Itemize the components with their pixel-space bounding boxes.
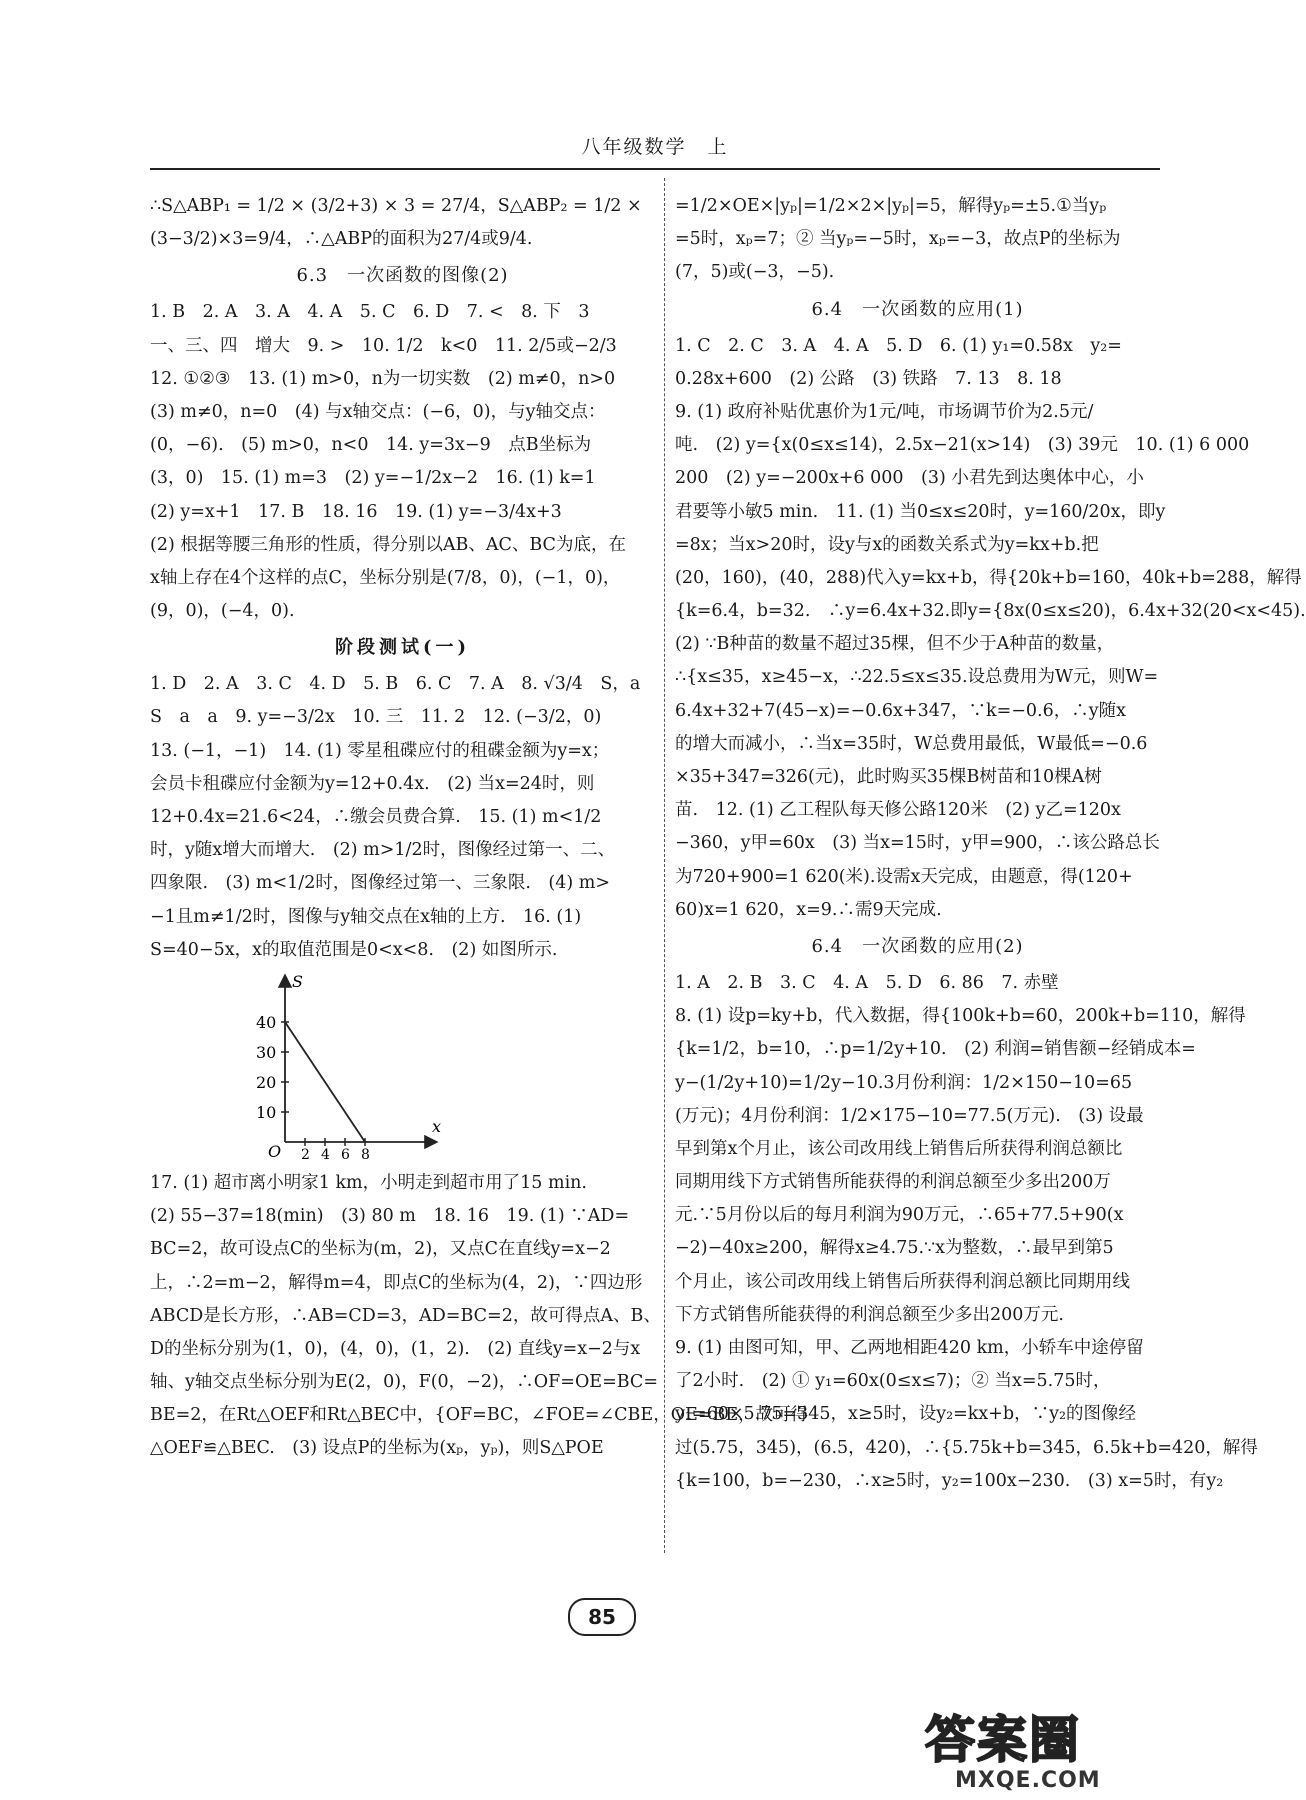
text-line: 的增大而减小，∴当x=35时，W总费用最低，W最低=−0.6 [675, 733, 1148, 754]
header-divider [150, 168, 1160, 170]
text-line: (万元)；4月份利润：1/2×175−10=77.5(万元). (3) 设最 [675, 1105, 1144, 1126]
y-tick-label: 20 [256, 1072, 277, 1092]
text-line: 时，y随x增大而增大. (2) m>1/2时，图像经过第一、二、 [150, 840, 616, 861]
text-line: 200 (2) y=−200x+6 000 (3) 小君先到达奥体中心，小 [675, 468, 1144, 489]
x-tick-label: 8 [361, 1146, 370, 1163]
x-tick-label: 2 [301, 1146, 310, 1163]
text-line: 60)x=1 620，x=9.∴需9天完成. [675, 899, 942, 920]
x-tick-label: 4 [321, 1146, 330, 1163]
text-line: =5时，xₚ=7；② 当yₚ=−5时，xₚ=−3，故点P的坐标为 [675, 229, 1121, 250]
text-line: 13. (−1，−1) 14. (1) 零星租碟应付的租碟金额为y=x； [150, 740, 610, 761]
text-line: △OEF≌△BEC. (3) 设点P的坐标为(xₚ，yₚ)，则S△POE [150, 1438, 604, 1459]
y-tick-label: 40 [256, 1012, 277, 1032]
watermark-logo-text: 答案圈 [925, 1711, 1081, 1769]
text-line: S=40−5x，x的取值范围是0<x<8. (2) 如图所示. [150, 939, 558, 960]
text-line: 为720+900=1 620(米).设需x天完成，由题意，得(120+ [675, 866, 1133, 887]
text-line: (3−3/2)×3=9/4，∴△ABP的面积为27/4或9/4. [150, 229, 533, 250]
text-line: (2) ∵B种苗的数量不超过35棵，但不少于A种苗的数量， [675, 634, 1115, 655]
text-line: −2)−40x≥200，解得x≥4.75.∵x为整数，∴最早到第5 [675, 1238, 1114, 1259]
text-line: 9. (1) 政府补贴优惠价为1元/吨，市场调节价为2.5元/ [675, 401, 1094, 422]
text-line: D的坐标分别为(1，0)，(4，0)，(1，2). (2) 直线y=x−2与x [150, 1338, 641, 1359]
text-line: 1. C 2. C 3. A 4. A 5. D 6. (1) y₁=0.58x y₂= [675, 335, 1122, 356]
text-line: {k=100，b=−230，∴x≥5时，y₂=100x−230. (3) x=5时，有y₂ [675, 1470, 1224, 1491]
x-tick-label: 6 [341, 1146, 350, 1163]
text-line: (2) 55−37=18(min) (3) 80 m 18. 16 19. (1) ∵AD= [150, 1206, 630, 1227]
text-line: y−(1/2y+10)=1/2y−10.3月份利润：1/2×150−10=65 [675, 1072, 1133, 1093]
text-line: ABCD是长方形，∴AB=CD=3，AD=BC=2，故可得点A、B、 [150, 1305, 661, 1326]
text-line: 元.∵5月份以后的每月利润为90万元，∴65+77.5+90(x [675, 1205, 1124, 1226]
text-line: (20，160)，(40，288)代入y=kx+b，得{20k+b=160，40k+b=288，解得 [675, 567, 1302, 588]
text-line: 四象限. (3) m<1/2时，图像经过第一、三象限. (4) m> [150, 873, 611, 894]
text-line: 同期用线下方式销售所能获得的利润总额至少多出200万 [675, 1172, 1111, 1193]
text-line: (3，0) 15. (1) m=3 (2) y=−1/2x−2 16. (1) k=1 [150, 468, 596, 489]
text-line: (3) m≠0，n=0 (4) 与x轴交点：(−6，0)，与y轴交点： [150, 401, 606, 422]
right-column [675, 190, 1306, 1498]
text-line: 0.28x+600 (2) 公路 (3) 铁路 7. 13 8. 18 [675, 368, 1062, 389]
text-line: (2) 根据等腰三角形的性质，得分别以AB、AC、BC为底，在 [150, 534, 626, 555]
text-line: (2) y=x+1 17. B 18. 16 19. (1) y=−3/4x+3 [150, 501, 562, 522]
text-line: =1/2×OE×|yₚ|=1/2×2×|yₚ|=5，解得yₚ=±5.①当yₚ [675, 196, 1107, 216]
text-line: ∴S△ABP₁ = 1/2 × (3/2+3) × 3 = 27/4，S△ABP₂ = 1/2 × [150, 196, 642, 216]
section-title: 阶段测试(一) [334, 637, 471, 659]
y-axis-label: S [292, 971, 303, 991]
text-line: BE=2，在Rt△OEF和Rt△BEC中，{OF=BC，∠FOE=∠CBE，OE=BE，故可得 [150, 1405, 809, 1426]
x-axis-label: x [432, 1116, 442, 1136]
text-line: −1且m≠1/2时，图像与y轴交点在x轴的上方. 16. (1) [150, 906, 582, 927]
text-line: S a a 9. y=−3/2x 10. 三 11. 2 12. (−3/2，0) [150, 707, 602, 728]
graph-svg [150, 967, 655, 1167]
text-line: 早到第x个月止，该公司改用线上销售后所获得利润总额比 [675, 1138, 1123, 1159]
text-line: y₁=60×5.75=345，x≥5时，设y₂=kx+b，∵y₂的图像经 [675, 1404, 1136, 1425]
text-line: 8. (1) 设p=ky+b，代入数据，得{100k+b=60，200k+b=110，解得 [675, 1006, 1246, 1027]
text-line: 1. D 2. A 3. C 4. D 5. B 6. C 7. A 8. √3/4 S，a [150, 674, 641, 695]
watermark-url: MXQE.COM [955, 1768, 1101, 1793]
text-line: 会员卡租碟应付金额为y=12+0.4x. (2) 当x=24时，则 [150, 773, 595, 794]
text-line: BC=2，故可设点C的坐标为(m，2)，又点C在直线y=x−2 [150, 1239, 611, 1260]
text-line: (0，−6). (5) m>0，n<0 14. y=3x−9 点B坐标为 [150, 435, 592, 456]
watermark-logo [915, 1700, 1185, 1795]
text-line: 1. A 2. B 3. C 4. A 5. D 6. 86 7. 赤壁 [675, 972, 1059, 993]
y-tick-label: 10 [256, 1102, 277, 1122]
text-line: 12+0.4x=21.6<24，∴缴会员费合算. 15. (1) m<1/2 [150, 807, 602, 827]
section-title: 6.4 一次函数的应用(2) [811, 935, 1024, 957]
text-line: 苗. 12. (1) 乙工程队每天修公路120米 (2) y乙=120x [675, 800, 1121, 821]
text-line: {k=6.4，b=32. ∴y=6.4x+32.即y={8x(0≤x≤20)，6.4x+32(20<x<45). [675, 601, 1306, 622]
text-line: 上，∴2=m−2，解得m=4，即点C的坐标为(4，2)，∵四边形 [150, 1272, 643, 1293]
section-title: 6.3 一次函数的图像(2) [296, 265, 509, 287]
text-line: 17. (1) 超市离小明家1 km，小明走到超市用了15 min. [150, 1172, 587, 1193]
page-header: 八年级数学 上 [581, 136, 729, 158]
text-line: 轴、y轴交点坐标分别为E(2，0)，F(0，−2)，∴OF=OE=BC= [150, 1372, 658, 1393]
y-tick-label: 30 [256, 1042, 277, 1062]
section-title: 6.4 一次函数的应用(1) [811, 298, 1024, 320]
text-line: 一、三、四 增大 9. > 10. 1/2 k<0 11. 2/5或−2/3 [150, 335, 617, 356]
text-line: =8x；当x>20时，设y与x的函数关系式为y=kx+b.把 [675, 534, 1099, 555]
text-line: 了2小时. (2) ① y₁=60x(0≤x≤7)；② 当x=5.75时， [675, 1371, 1111, 1392]
page-number: 85 [568, 1598, 636, 1636]
text-line: 君要等小敏5 min. 11. (1) 当0≤x≤20时，y=160/20x，即y [675, 501, 1166, 522]
text-line: 过(5.75，345)，(6.5，420)，∴{5.75k+b=345，6.5k+b=420，解得 [675, 1437, 1258, 1458]
text-line: 下方式销售所能获得的利润总额至少多出200万元. [675, 1304, 1064, 1325]
text-line: (7，5)或(−3，−5). [675, 262, 835, 283]
text-line: ×35+347=326(元)，此时购买35棵B树苗和10棵A树 [675, 767, 1102, 787]
text-line: 吨. (2) y={x(0≤x≤14)，2.5x−21(x>14) (3) 39元 10. (1) 6 000 [675, 435, 1250, 456]
origin-label: O [268, 1141, 282, 1161]
text-line: 9. (1) 由图可知，甲、乙两地相距420 km，小轿车中途停留 [675, 1338, 1144, 1358]
column-divider [664, 178, 665, 1553]
function-line [285, 1022, 365, 1142]
text-line: ∴{x≤35，x≥45−x，∴22.5≤x≤35.设总费用为W元，则W= [675, 667, 1159, 688]
text-line: −360，y甲=60x (3) 当x=15时，y甲=900，∴该公路总长 [675, 833, 1160, 854]
function-graph [150, 967, 655, 1167]
text-line: 个月止，该公司改用线上销售后所获得利润总额比同期用线 [675, 1271, 1130, 1292]
text-line: x轴上存在4个这样的点C，坐标分别是(7/8，0)，(−1，0)， [150, 567, 621, 588]
text-line: {k=1/2，b=10，∴p=1/2y+10. (2) 利润=销售额−经销成本= [675, 1039, 1196, 1060]
text-line: (9，0)，(−4，0). [150, 601, 295, 622]
text-line: 6.4x+32+7(45−x)=−0.6x+347，∵k=−0.6，∴y随x [675, 700, 1126, 721]
text-line: 1. B 2. A 3. A 4. A 5. C 6. D 7. < 8. 下 3 [150, 302, 590, 323]
text-line: 12. ①②③ 13. (1) m>0，n为一切实数 (2) m≠0，n>0 [150, 368, 616, 389]
